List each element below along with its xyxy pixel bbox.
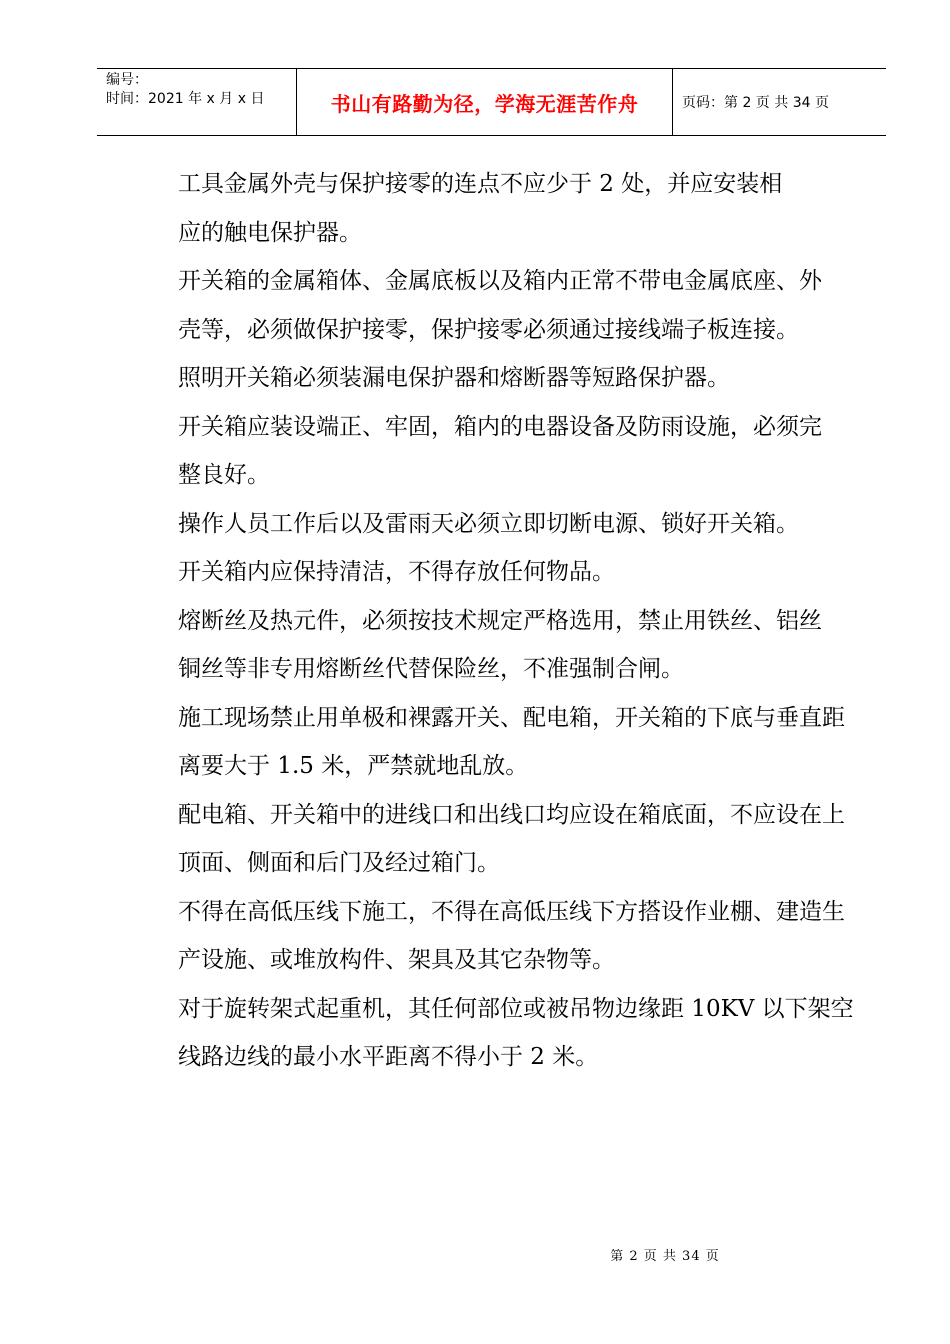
footer-page-number: 第 2 页 共 34 页 — [610, 1249, 720, 1264]
document-time-label: 时间：2021 年 x 月 x 日 — [106, 91, 265, 107]
header-motto-cell — [297, 69, 673, 135]
header-page-cell — [673, 69, 886, 135]
body-line: 顶面、侧面和后门及经过箱门。 — [178, 850, 500, 876]
body-line: 配电箱、开关箱中的进线口和出线口均应设在箱底面，不应设在上 — [178, 801, 845, 828]
document-number-label: 编号： — [106, 72, 148, 88]
body-line: 熔断丝及热元件，必须按技术规定严格选用，禁止用铁丝、铝丝 — [178, 607, 822, 634]
page-header — [97, 68, 886, 136]
body-line: 铜丝等非专用熔断丝代替保险丝，不准强制合闸。 — [178, 656, 684, 682]
header-page-info: 页码：第 2 页 共 34 页 — [682, 95, 829, 111]
header-meta-cell — [97, 69, 297, 135]
body-line: 对于旋转架式起重机，其任何部位或被吊物边缘距 10KV 以下架空 — [178, 995, 854, 1022]
body-line: 离要大于 1.5 米，严禁就地乱放。 — [178, 753, 529, 779]
body-line: 壳等，必须做保护接零，保护接零必须通过接线端子板连接。 — [178, 316, 799, 343]
body-line: 开关箱应装设端正、牢固，箱内的电器设备及防雨设施，必须完 — [178, 413, 822, 440]
header-motto: 书山有路勤为径，学海无涯苦作舟 — [330, 91, 639, 116]
body-line: 整良好。 — [178, 462, 270, 488]
document-body — [178, 160, 930, 1082]
body-line: 操作人员工作后以及雷雨天必须立即切断电源、锁好开关箱。 — [178, 510, 799, 537]
body-line: 开关箱的金属箱体、金属底板以及箱内正常不带电金属底座、外 — [178, 268, 822, 294]
body-line: 工具金属外壳与保护接零的连点不应少于 2 处，并应安装相 — [178, 171, 783, 197]
body-line: 照明开关箱必须装漏电保护器和熔断器等短路保护器。 — [178, 365, 730, 391]
body-line: 线路边线的最小水平距离不得小于 2 米。 — [178, 1044, 599, 1070]
page-footer — [0, 1245, 950, 1264]
body-line: 应的触电保护器。 — [178, 219, 362, 246]
body-line: 产设施、或堆放构件、架具及其它杂物等。 — [178, 947, 615, 973]
body-line: 不得在高低压线下施工，不得在高低压线下方搭设作业棚、建造生 — [178, 898, 845, 925]
body-line: 施工现场禁止用单极和裸露开关、配电箱，开关箱的下底与垂直距 — [178, 704, 845, 731]
body-line: 开关箱内应保持清洁，不得存放任何物品。 — [178, 559, 615, 585]
